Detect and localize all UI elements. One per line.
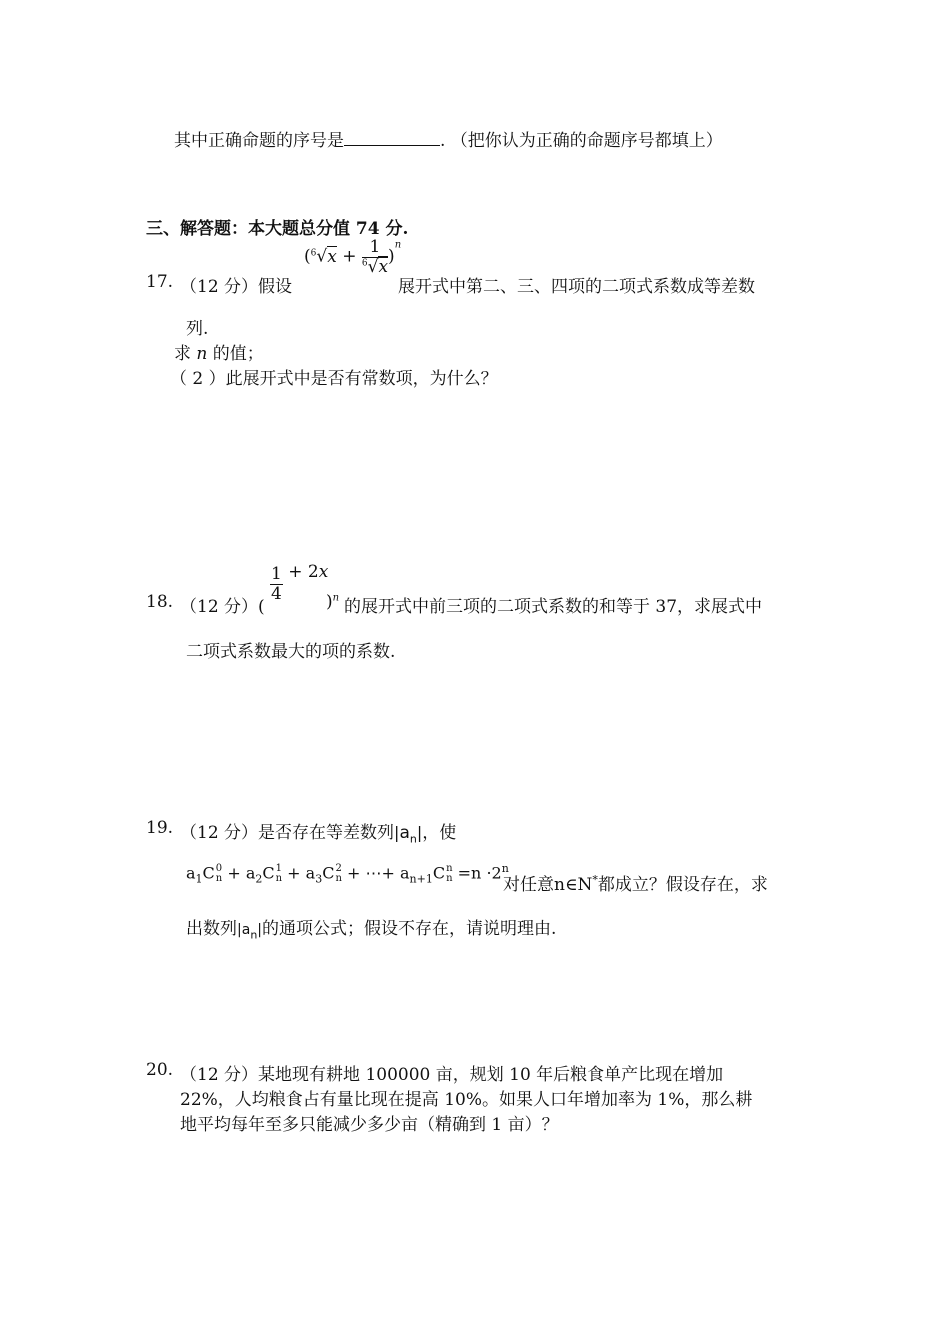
q19-line3: 出数列$|a_n|$的通项公式；假设不存在，请说明理由. [186,919,557,942]
q19-equation: $a_1C$ 0 n + $a_2C$ 1 n + $a_3C$ 2 n + ⋯+ $a_{n+1}C$ n n $=n \cdot 2^n$ [186,862,509,886]
q17-number: 17. [146,272,174,292]
fill-in-note: . （把你认为正确的命题序号都填上） [440,131,723,151]
q19-line1: （12 分）是否存在等差数列$|a_n|$，使 [180,823,457,846]
q17-text: 展开式中第二、三、四项的二项式系数成等差数 [398,277,755,297]
q20-line1: （12 分）某地现有耕地 100000 亩，规划 10 年后粮食单产比现在增加 [180,1065,724,1085]
q20-line3: 地平均每年至多只能减少多少亩（精确到 1 亩）？ [180,1115,559,1135]
q18-text: 的展开式中前三项的二项式系数的和等于 37，求展式中 [344,597,763,617]
q18-text-cont: 二项式系数最大的项的系数. [186,642,396,662]
q18-close: )$^n$ [326,592,340,612]
q17-part2: （ 2 ）此展开式中是否有常数项，为什么？ [170,369,498,389]
q17-points: （12 分）假设 [180,277,293,297]
q19-number: 19. [146,818,174,838]
fill-in-line [174,126,723,151]
q20-line2: 22%，人均粮食占有量比现在提高 10%。如果人口年增加率为 1%，那么耕 [180,1090,753,1110]
q19-condition: 对任意n∈N*都成立？假设存在，求 [503,873,768,895]
section-heading: 三、解答题：本大题总分值 74 分. [146,219,409,239]
q17-text-cont: 列. [186,319,209,339]
q18-formula: $\frac{1}{4}$ + 2x [271,562,329,604]
answer-blank [344,129,440,146]
q18-number: 18. [146,592,174,612]
q17-formula: ($^6$√x + $\frac{1}{^6√x}$ )$^n$ [304,237,402,277]
q17-part1: 求 n 的值； [174,344,264,364]
fill-in-prompt: 其中正确命题的序号是 [174,131,344,151]
q18-points: （12 分）( [180,597,265,617]
q20-number: 20. [146,1060,174,1080]
